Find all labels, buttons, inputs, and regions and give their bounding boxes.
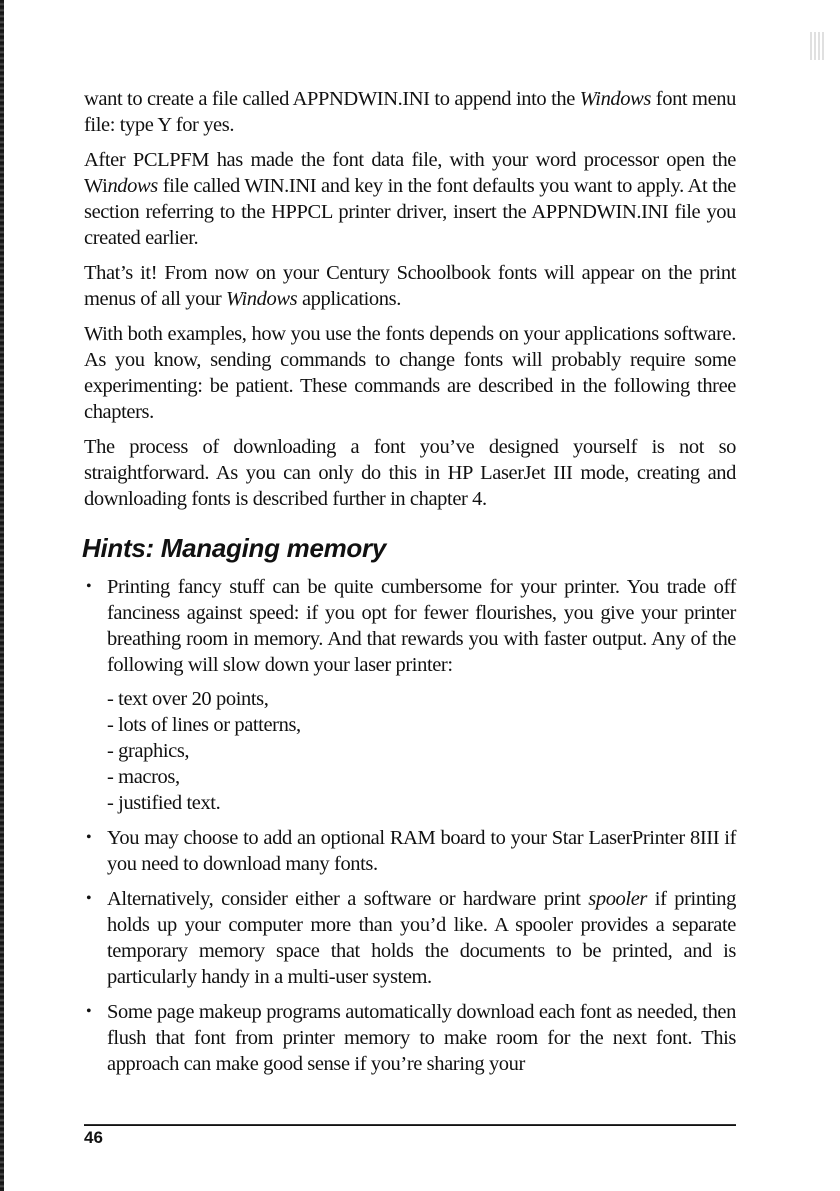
list-item: • Some page makeup programs automatically download each font as needed, then flush that font from printer memory to make room for the next font. This approach can make good sense if you’re sharing your: [84, 999, 736, 1077]
list-item: - text over 20 points,: [107, 688, 269, 710]
paragraph-thats-it: That’s it! From now on your Century Schoolbook fonts will appear on the print menus of all your Windows applications.: [84, 262, 736, 310]
list-item: - graphics,: [107, 740, 190, 762]
list-item: - macros,: [107, 766, 180, 788]
slowdown-list: [107, 686, 736, 816]
list-item: • Printing fancy stuff can be quite cumbersome for your printer. You trade off fanciness against speed: if you opt for fewer flourishes, you give your printer breathing room in memory. And that rewards you with faster output. Any of the following will slow down your laser printer: - text over 20 points, - lots of lines or patterns, - graphics, - macros, - justified text.: [84, 574, 736, 816]
paragraph-pclpfm: After PCLPFM has made the font data file, with your word processor open the Windows file called WIN.INI and key in the font defaults you want to apply. At the section referring to the HPPCL printer driver, insert the APPNDWIN.INI file you created earlier.: [84, 149, 736, 249]
list-item: • You may choose to add an optional RAM board to your Star LaserPrinter 8III if you need to download many fonts.: [84, 825, 736, 877]
paragraph-downloading: The process of downloading a font you’ve designed yourself is not so straightforward. As you can only do this in HP LaserJet III mode, creating and downloading fonts is described further in chapter 4.: [84, 436, 736, 510]
scan-artifact: [810, 32, 824, 60]
footer-rule: [84, 1124, 736, 1126]
page-number: 46: [84, 1128, 103, 1147]
list-item: • Alternatively, consider either a software or hardware print spooler if printing holds up your computer more than you’d like. A spooler provides a separate temporary memory space that holds the documents to be printed, and is particularly handy in a multi-user system.: [84, 886, 736, 990]
section-heading: Hints: Managing memory: [82, 533, 386, 563]
paragraph-appndwin: want to create a file called APPNDWIN.INI to append into the Windows font menu file: type Y for yes.: [84, 88, 736, 136]
paragraph-both-examples: With both examples, how you use the fonts depends on your applications software. As you know, sending commands to change fonts will probably require some experimenting: be patient. These commands are described in the following three chapters.: [84, 323, 736, 423]
document-page: [84, 86, 736, 1086]
list-item: - lots of lines or patterns,: [107, 714, 301, 736]
scan-binding-edge: [0, 0, 4, 1191]
hints-list: [84, 574, 736, 1077]
list-item: - justified text.: [107, 792, 221, 814]
